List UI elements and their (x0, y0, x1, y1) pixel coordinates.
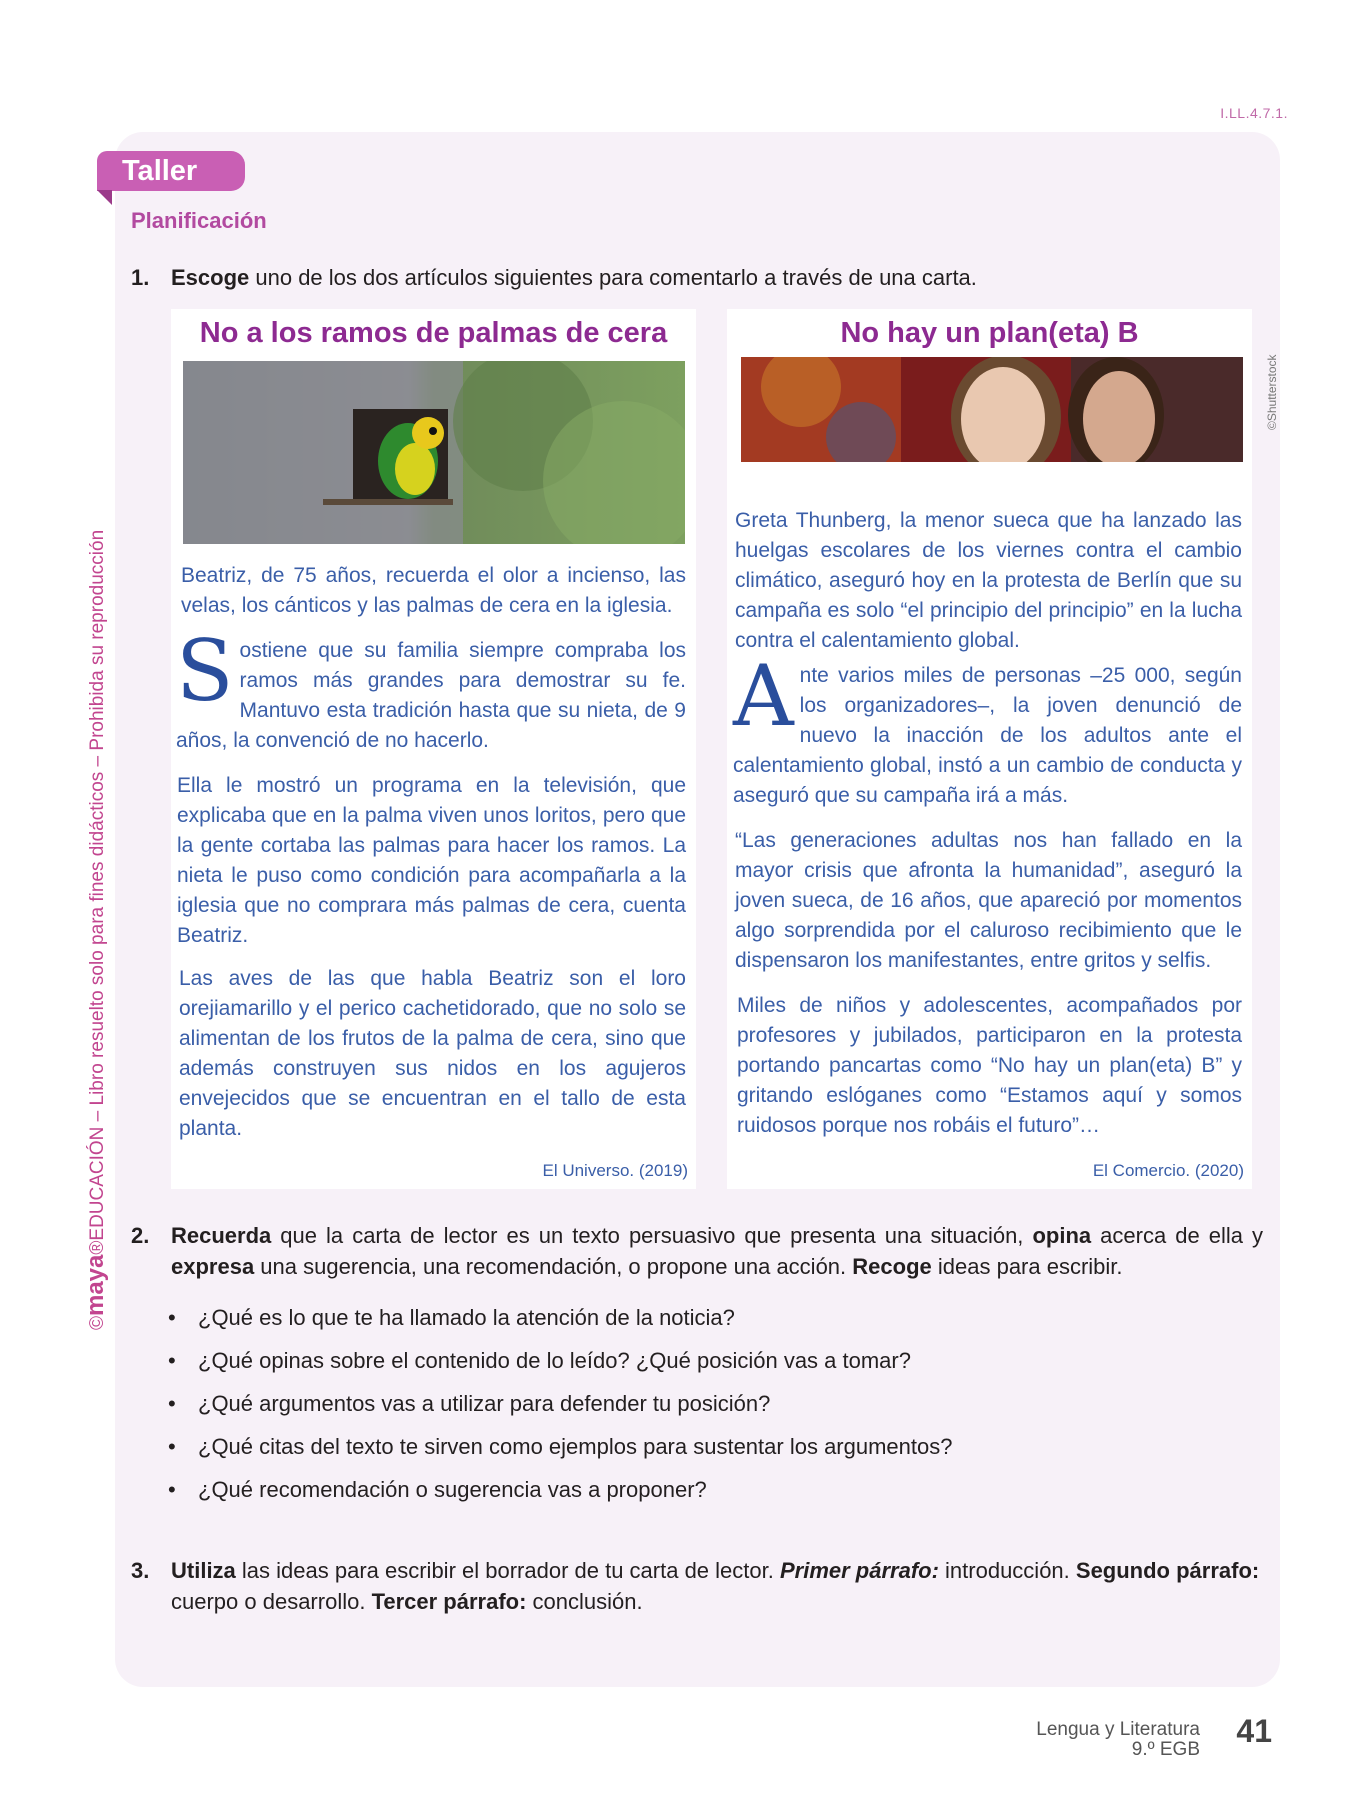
article-paragraph: Miles de niños y adolescentes, acompañados por profesores y jubilados, participaron en la protesta portando pancartas como “No hay un plan(eta) B” y gritando eslóganes como “Estamos aquí y somos ruidosos porque nos robáis el futuro”… (737, 994, 1242, 1137)
parrot-photo (183, 361, 685, 544)
list-item: • ¿Qué es lo que te ha llamado la atención de la noticia? (168, 1305, 735, 1330)
brand-logo: maya (82, 1254, 109, 1316)
article-source: El Universo. (2019) (542, 1161, 688, 1180)
article-paragraph: Las aves de las que habla Beatriz son el loro orejiamarillo y el perico cachetidorado, que no solo se alimentan de los frutos de la palma de cera, sino que además construyen sus nidos en los agujeros envejecidos que se encuentran en el tallo de esta planta. (179, 967, 686, 1140)
question-text: Escoge uno de los dos artículos siguientes para comentarlo a través de una carta. (171, 265, 977, 290)
article-paragraph: Ante varios miles de personas –25 000, según los organizadores–, la joven denunció de nuevo la inacción de los adultos ante el calentamiento global, instó a un cambio de conducta y aseguró que su campaña irá a más. (733, 647, 1242, 807)
article-lead: Greta Thunberg, la menor sueca que ha lanzado las huelgas escolares de los viernes contra el cambio climático, aseguró hoy en la protesta de Berlín que su campaña es solo “el principio del principio” en la lucha contra el calentamiento global. (735, 509, 1242, 652)
subject-name: Lengua y Literatura (1036, 1719, 1200, 1740)
taller-badge: Taller (97, 151, 245, 191)
copyright-symbol: © (87, 1316, 108, 1330)
page-number: 41 (1236, 1713, 1272, 1749)
section-title: Planificación (131, 208, 267, 233)
article-paragraph: Sostiene que su familia siempre compraba los ramos más grandes para demostrar su fe. Mantuvo esta tradición hasta que su nieta, de 9 años, la convenció de no hacerlo. (176, 622, 686, 752)
photo-credit: ©Shutterstock (1265, 354, 1279, 430)
list-item: • ¿Qué recomendación o sugerencia vas a proponer? (168, 1477, 707, 1502)
sidebar-copyright (82, 510, 110, 1330)
guiding-questions-list (168, 1305, 952, 1520)
footer-subject (1036, 1720, 1200, 1760)
list-item: • ¿Qué citas del texto te sirven como ejemplos para sustentar los argumentos? (168, 1434, 953, 1459)
curriculum-code: I.LL.4.7.1. (1220, 105, 1288, 121)
registered-mark: ® (87, 1240, 108, 1255)
question-text: Recuerda que la carta de lector es un texto persuasivo que presenta una situación, opina acerca de ella y expresa una sugerencia, una recomendación, o propone una acción. Recoge ideas para escribir. (171, 1223, 1264, 1279)
article-paragraph: Ella le mostró un programa en la televisión, que explicaba que en la palma viven unos loritos, pero que la gente cortaba las palmas para hacer los ramos. La nieta le puso como condición para acompañarla a la iglesia que no comprara más palmas de cera, cuenta Beatriz. (177, 774, 686, 947)
question-number: 3. (131, 1558, 150, 1583)
article-lead: Beatriz, de 75 años, recuerda el olor a incienso, las velas, los cánticos y las palmas de cera en la iglesia. (181, 564, 686, 617)
question-text: Utiliza las ideas para escribir el borrador de tu carta de lector. Primer párrafo: introducción. Segundo párrafo: cuerpo o desarrollo. Tercer párrafo: conclusión. (171, 1558, 1260, 1614)
article-planeta (727, 309, 1252, 1189)
article-title: No hay un plan(eta) B (840, 317, 1139, 349)
badge-tail (97, 190, 112, 205)
list-item: • ¿Qué opinas sobre el contenido de lo leído? ¿Qué posición vas a tomar? (168, 1348, 911, 1373)
article-source: El Comercio. (2020) (1092, 1161, 1244, 1180)
question-number: 1. (131, 265, 150, 290)
drop-cap: S (176, 622, 234, 720)
drop-cap: A (733, 647, 794, 745)
list-item: • ¿Qué argumentos vas a utilizar para defender tu posición? (168, 1391, 771, 1416)
grade-level: 9.º EGB (1131, 1739, 1200, 1760)
article-title: No a los ramos de palmas de cera (199, 317, 668, 349)
question-number: 2. (131, 1223, 150, 1248)
article-palmas (171, 309, 696, 1189)
greta-photo (741, 357, 1243, 462)
article-paragraph: “Las generaciones adultas nos han fallado en la mayor crisis que afronta la humanidad”, aseguró la joven sueca, de 16 años, que apareció por momentos algo sorprendida por el caluroso recibimiento que le dispensaron los manifestantes, entre gritos y selfis. (735, 829, 1242, 972)
sidebar-text: EDUCACIÓN – Libro resuelto solo para fines didácticos – Prohibida su reproducción (87, 529, 108, 1241)
